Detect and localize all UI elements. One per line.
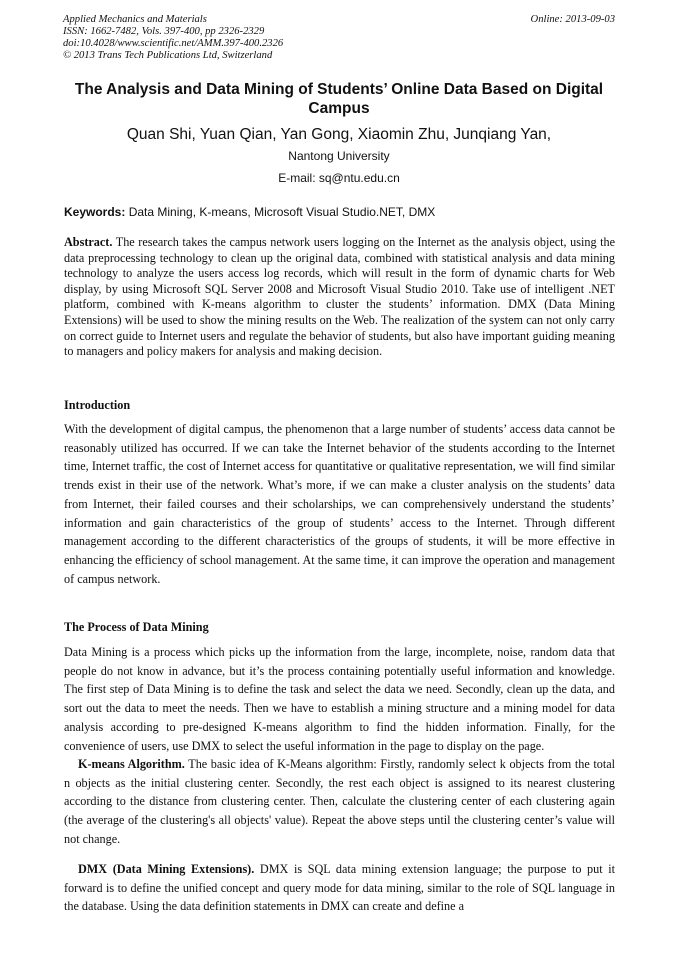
journal-header	[63, 14, 615, 62]
introduction-paragraph: With the development of digital campus, the phenomenon that a large number of students’ access data cannot be reasonably utilized has occurred. If we can take the Internet behavior of the students according to the Internet time, Internet traffic, the cost of Internet access for quantitative or qualitative representation, we will find similar trends exist in their use of the network. What’s more, if we can make a cluster analysis on the students’ data from Internet, their failed courses and their scholarships, we can comprehensively understand the students’ information and gain characteristics of the group of students’ access to the Internet. Through different management according to the different characteristics of the groups of students, it will be more effective in enhancing the efficiency of school management. At the same time, it can improve the operation and management of campus network.	[64, 422, 615, 586]
introduction-heading: Introduction	[64, 398, 131, 412]
online-date: Online: 2013-09-03	[530, 14, 615, 25]
process-paragraph: Data Mining is a process which picks up the information from the large, incomplete, noise, random data that people do not know in advance, but it’s the process containing potentially useful information and knowledge. The first step of Data Mining is to define the task and select the data we need. Secondly, clean up the data, and sort out the data to meet the needs. Then we have to establish a mining structure and a mining model for data analysis according to pre-designed K-means algorithm to find the hidden information. Finally, for the convenience of users, use DMX to select the useful information in the page to display on the page.	[64, 645, 615, 753]
abstract-text: The research takes the campus network users logging on the Internet as the analysis object, using the data preprocessing technology to clean up the original data, combined with statistical analysis and data mining technology to analyze the users access log records, which will result in the form of dynamic charts for Web display, by using Microsoft SQL Server 2008 and Microsoft Visual Studio 2010. Take use of intelligent .NET platform, combined with K-means algorithm to cluster the students’ information. DMX (Data Mining Extensions) will be used to show the mining results on the Web. The realization of the system can not only carry on correct guide to Internet users and regulate the behavior of students, but also have important guiding meaning to managers and policy makers for analysis and making decision.	[64, 235, 616, 359]
keywords-label: Keywords:	[64, 205, 126, 219]
kmeans-paragraph	[64, 755, 615, 849]
journal-name: Applied Mechanics and Materials	[63, 14, 207, 25]
keywords	[64, 205, 616, 220]
affiliation: Nantong University	[288, 149, 390, 163]
dmx-paragraph	[64, 860, 615, 916]
keywords-text: Data Mining, K-means, Microsoft Visual Studio.NET, DMX	[128, 205, 436, 219]
abstract	[64, 235, 615, 360]
abstract-label: Abstract.	[64, 235, 113, 249]
kmeans-label: K-means Algorithm.	[78, 757, 185, 771]
copyright-line: © 2013 Trans Tech Publications Ltd, Switzerland	[63, 50, 273, 61]
dmx-text: DMX is SQL data mining extension language; the purpose to put it forward is to define the unified concept and query mode for data mining, similar to the role of SQL language in the database. Using the data definition statements in DMX can create and define a	[64, 862, 616, 914]
paper-title: The Analysis and Data Mining of Students’ Online Data Based on Digital Campus	[74, 81, 604, 117]
contact-email: E-mail: sq@ntu.edu.cn	[278, 171, 400, 185]
doi-line: doi:10.4028/www.scientific.net/AMM.397-400.2326	[63, 38, 284, 49]
dmx-label: DMX (Data Mining Extensions).	[78, 862, 255, 876]
process-heading: The Process of Data Mining	[64, 620, 209, 634]
issn-line: ISSN: 1662-7482, Vols. 397-400, pp 2326-2329	[63, 26, 265, 37]
kmeans-text: The basic idea of K-Means algorithm: Firstly, randomly select k objects from the total n objects as the initial clustering center. Secondly, the rest each object is assigned to its nearest clustering according to the distance from clustering center. Then, calculate the clustering center of each clustering again (the average of the clustering's all objects' value). Repeat the above steps until the clustering center’s value will not change.	[64, 757, 616, 846]
author-list: Quan Shi, Yuan Qian, Yan Gong, Xiaomin Zhu, Junqiang Yan,	[126, 126, 552, 143]
